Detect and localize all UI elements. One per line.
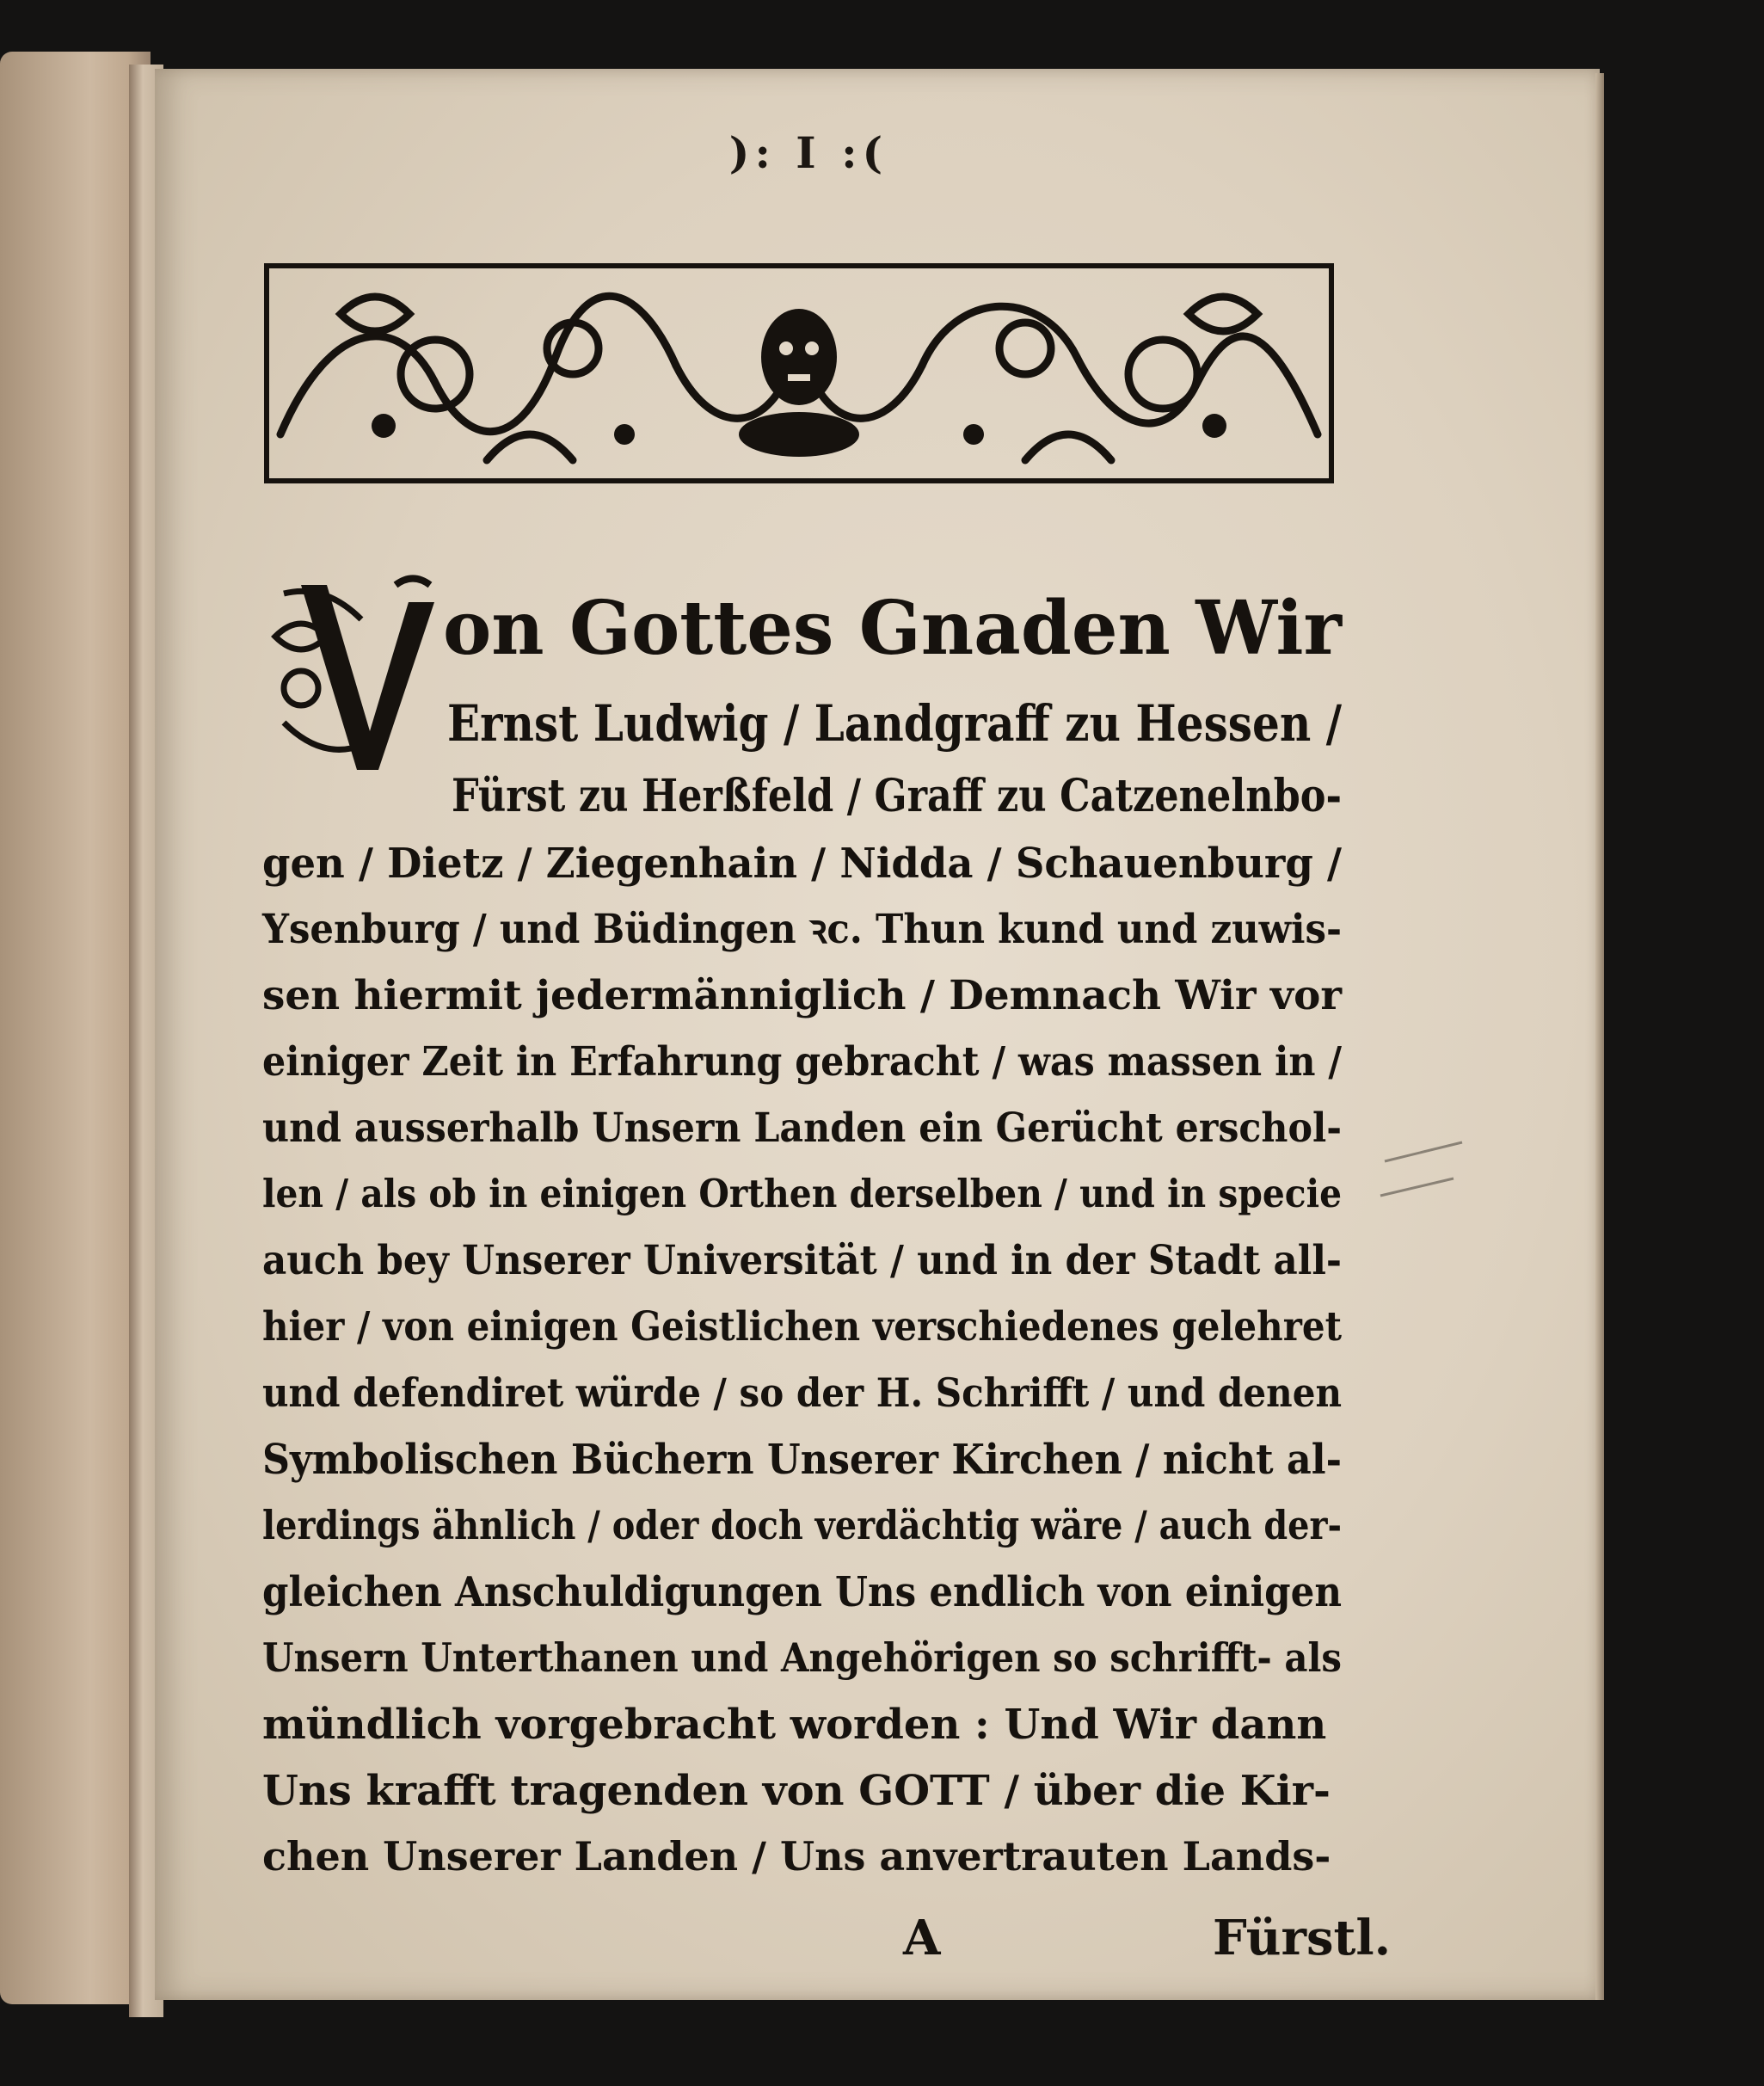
left-page [0, 52, 151, 2004]
page-number: ): I :( [728, 127, 888, 178]
pencil-mark-icon [1376, 1135, 1479, 1204]
catchword: Fürstl. [1213, 1910, 1392, 1966]
decorated-initial-v-icon [267, 568, 439, 778]
signature-mark: A [903, 1910, 941, 1966]
page-edge [1595, 73, 1604, 2000]
floral-headpiece-ornament-icon [263, 262, 1335, 484]
